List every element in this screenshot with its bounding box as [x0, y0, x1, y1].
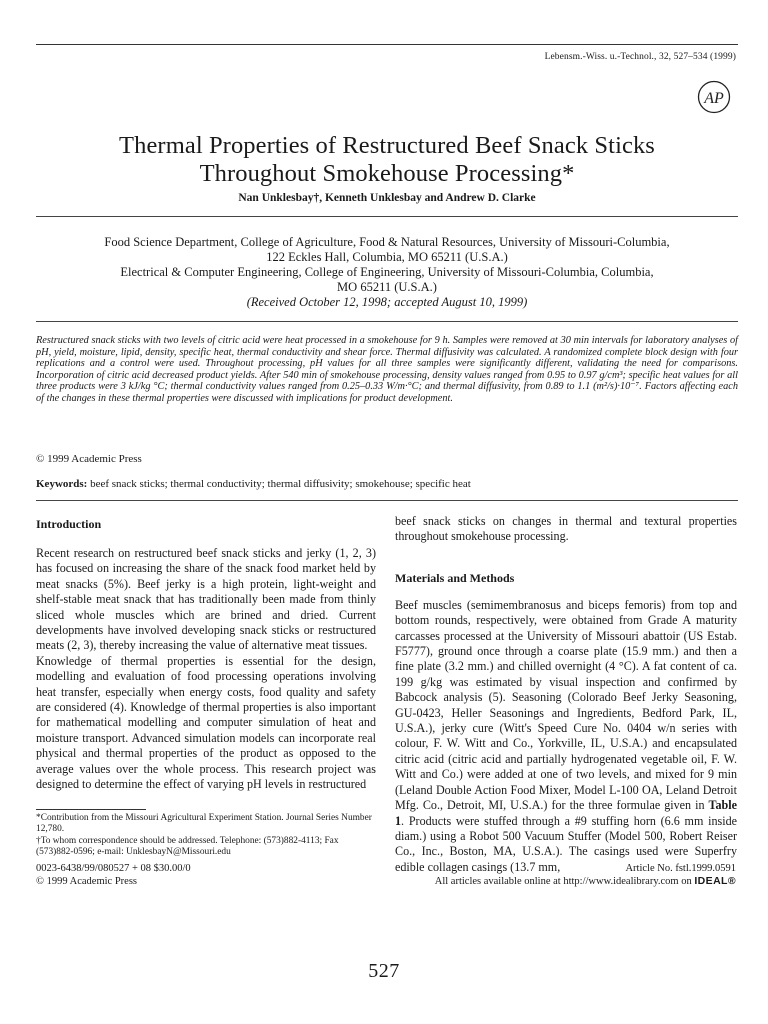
methods-heading: Materials and Methods: [395, 570, 515, 585]
title-line-1: Thermal Properties of Restructured Beef Snack Sticks: [119, 132, 655, 159]
paper-title: [36, 132, 738, 188]
journal-reference: Lebensm.-Wiss. u.-Technol., 32, 527–534 (1999): [544, 52, 736, 62]
affiliation-line-4: MO 65211 (U.S.A.): [337, 280, 437, 294]
introduction-paragraph-1: Recent research on restructured beef snack sticks and jerky (1, 2, 3) has focused on increasing the share of the snack food market held by meat snacks (5%). Beef jerky is a high protein, light-weight and shelf-stable meat snack that has traditionally been made from thinly sliced whole muscles which are brined and dried. Current developments have involved developing snack sticks or restructured meats (2, 3), thereby increasing the value of alternative meat tissues.: [36, 546, 376, 653]
left-column: [36, 517, 376, 793]
abstract: Restructured snack sticks with two levels of citric acid were heat processed in a smokehouse for 9 h. Samples were removed at 30 min intervals for laboratory analyses of pH, yield, moisture, lipid, density, specific heat, thermal conductivity and shear force. Thermal diffusivity was calculated. A randomized complete block design with four replications and a control were used. Throughout processing, pH values for all three samples were significantly different, validating the need for comparisons. Incorporation of citric acid decreased product yields. After 540 min of smokehouse processing, density values ranged from 0.95 to 0.97 g/cm³; specific heat values for all three products were 3 kJ/kg °C; thermal conductivity values ranged from 0.25–0.33 W/m·°C; and thermal diffusivity, from 0.89 to 1.1 (m²/s)·10⁻⁷. Factors affecting each of the changes in these thermal properties were discussed with implications for product development.: [36, 335, 738, 404]
footnote-rule: [36, 809, 146, 810]
introduction-paragraph-2: Knowledge of thermal properties is essential for the design, modelling and evaluation of food processing operations involving heat transfer, especially when energy costs, food quality and safety are considered (4). Knowledge of thermal properties is also important for mathematical modelling and computer simulation of heat and moisture transport. Advanced simulation models can incorporate real physical and thermal properties of the product as opposed to the average values over the whole process. This research project was designed to determine the effect of varying pH levels in restructured: [36, 653, 376, 792]
methods-text: Beef muscles (semimembranosus and biceps femoris) from top and bottom rounds, respectively, were obtained from Grade A maturity carcasses processed at the University of Missouri abattoir (US Estab. F5777), ground once through a coarse plate (15.9 mm.) and then a fine plate (3.2 mm.) and chilled overnight (4 °C). A fat content of ca. 199 g/kg was estimated by visual inspection and confirmed by Babcock analysis (5). Seasoning (Colorado Beef Jerky Seasoning, GU-0423, Heller Seasonings and Ingredients, Bedford Park, IL, U.S.A.), jerky cure (Witt's Speed Cure No. 0404 w/n series with colour, F. W. Witt and Co., Yorkville, IL, U.S.A.) and encapsulated citric acid (citric acid and partially hydrogenated vegetable oil, F. W. Witt and Co.) were added at one of two levels, and mixed for 9 min (Leland Double Action Food Mixer, Model L-100 OA, Leland Detroit Mfg. Co., Detroit, MI, U.S.A.) for the three formulae given in: [395, 597, 737, 813]
methods-text-end: . Products were stuffed through a #9 stuffing horn (6.6 mm inside diam.) using a Robot 500 Vacuum Stuffer (Model 500, Robert Reiser Co., Inc., Boston, MA, U.S.A.). The casings used were Superfry edible collagen casings (13.7 mm,: [395, 813, 737, 874]
introduction-continuation: beef snack sticks on changes in thermal and textural properties throughout smokehouse processing.: [395, 514, 737, 544]
affiliation-line-2: 122 Eckles Hall, Columbia, MO 65211 (U.S.A.): [266, 250, 508, 264]
table-1-link[interactable]: Table 1: [395, 798, 737, 828]
affiliations: [36, 235, 738, 310]
page-number: 527: [368, 960, 400, 982]
right-column: [395, 514, 737, 875]
footnotes: [36, 813, 376, 859]
keywords-rule: [36, 500, 738, 501]
methods-paragraph: [395, 598, 737, 875]
author-list: Nan Unklesbay†, Kenneth Unklesbay and Andrew D. Clarke: [238, 192, 536, 204]
online-link-text[interactable]: All articles available online at http://www.idealibrary.com on: [434, 876, 692, 887]
footnote-correspondence: †To whom correspondence should be addressed. Telephone: (573)882-4113; Fax (573)882-0596; e-mail: UnklesbayN@Missouri.edu: [36, 835, 339, 858]
keywords: [36, 478, 471, 490]
academic-press-logo-icon: [697, 80, 731, 114]
abstract-rule: [36, 321, 738, 322]
article-number: Article No. fstl.1999.0591: [625, 863, 736, 874]
title-line-2: Throughout Smokehouse Processing*: [199, 160, 575, 187]
affiliation-line-1: Food Science Department, College of Agriculture, Food & Natural Resources, University of Missouri-Columbia,: [104, 235, 670, 249]
introduction-heading: Introduction: [36, 517, 102, 531]
affiliation-line-3: Electrical & Computer Engineering, College of Engineering, University of Missouri-Columbia, Columbia,: [120, 265, 654, 279]
issn-price: 0023-6438/99/080527 + 08 $30.00/0: [36, 863, 191, 874]
abstract-copyright: © 1999 Academic Press: [36, 453, 142, 465]
author-rule: [36, 216, 738, 217]
footnote-contribution: *Contribution from the Missouri Agricultural Experiment Station. Journal Series Number 12,780.: [36, 813, 372, 835]
bottom-copyright: © 1999 Academic Press: [36, 876, 138, 887]
ideal-logo-icon: IDEAL®: [694, 875, 736, 887]
received-dates: (Received October 12, 1998; accepted August 10, 1999): [246, 295, 528, 309]
svg-text:AP: AP: [704, 90, 724, 107]
keywords-label: Keywords:: [36, 478, 88, 490]
publication-price: [36, 862, 191, 888]
online-availability: [435, 875, 736, 888]
top-rule: [36, 44, 738, 45]
keywords-text: beef snack sticks; thermal conductivity; thermal diffusivity; smokehouse; specific heat: [90, 478, 471, 490]
article-info: [435, 862, 736, 888]
